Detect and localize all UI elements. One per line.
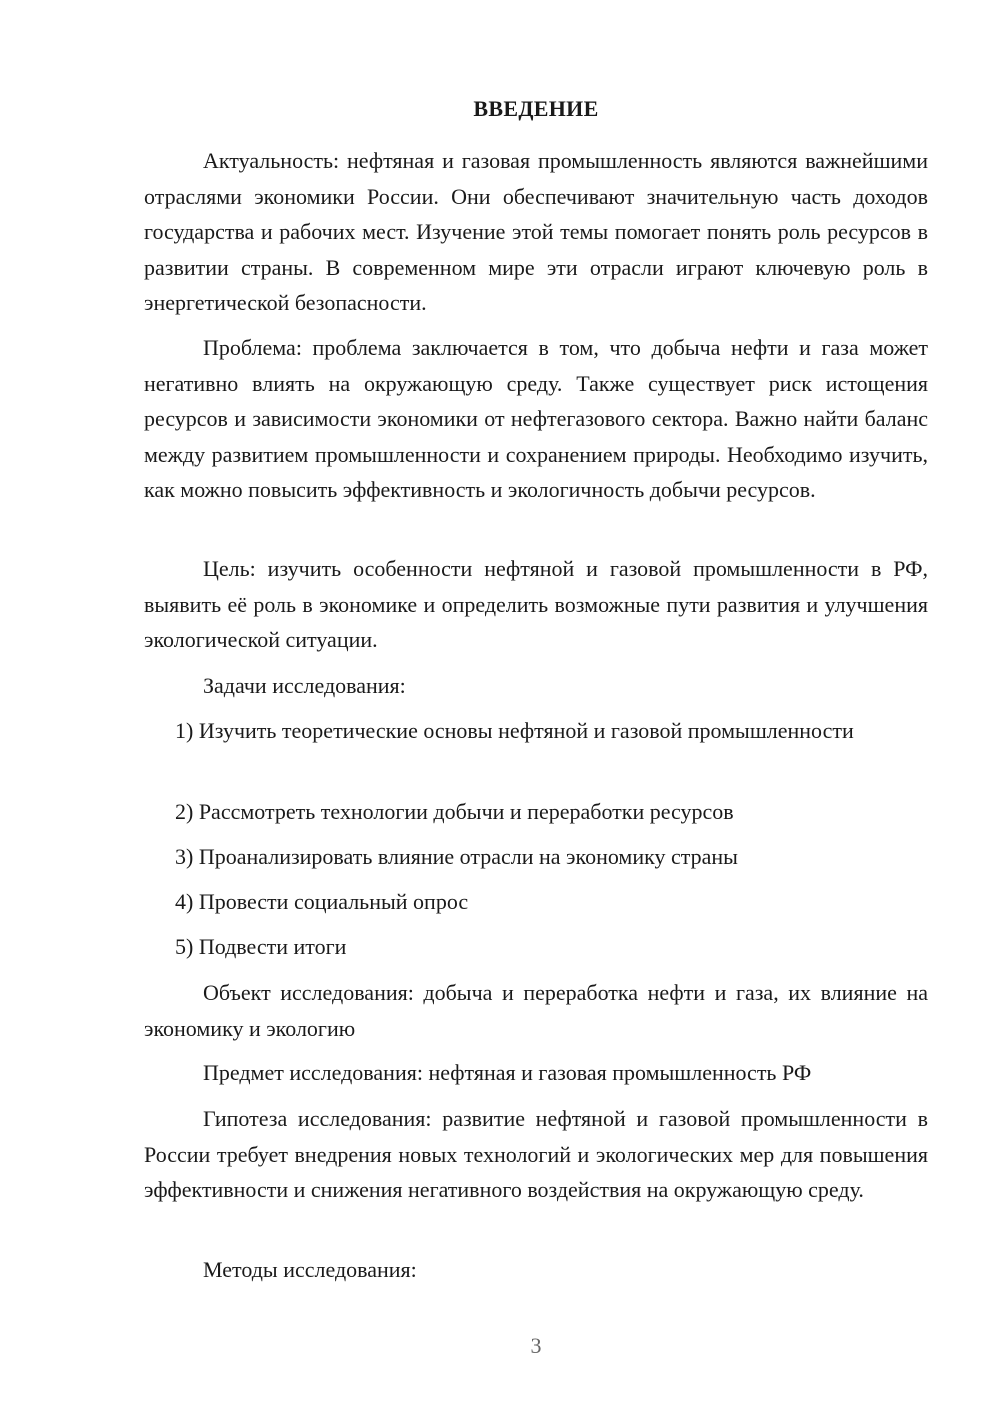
page-number: 3 xyxy=(530,1333,542,1358)
paragraph-goal: Цель: изучить особенности нефтяной и газовой промышленности в РФ, выявить её роль в экономике и определить возможные пути развития и улучшения экологической ситуации. xyxy=(144,556,928,652)
task-item: 3) Проанализировать влияние отрасли на экономику страны xyxy=(175,844,738,869)
paragraph-hypothesis: Гипотеза исследования: развитие нефтяной и газовой промышленности в России требует внедрения новых технологий и экологических мер для повышения эффективности и снижения негативного воздействия на окружающую среду. xyxy=(144,1106,928,1202)
task-item: 1) Изучить теоретические основы нефтяной и газовой промышленности xyxy=(175,718,854,743)
paragraph-relevance: Актуальность: нефтяная и газовая промышленность являются важнейшими отраслями экономики России. Они обеспечивают значительную часть доходов государства и рабочих мест. Изучение этой темы помогает понять роль ресурсов в развитии страны. В современном мире эти отрасли играют ключевую роль в энергетической безопасности. xyxy=(144,148,928,315)
task-item: 2) Рассмотреть технологии добычи и переработки ресурсов xyxy=(175,799,734,824)
task-item: 4) Провести социальный опрос xyxy=(175,889,469,914)
paragraph-object: Объект исследования: добыча и переработка нефти и газа, их влияние на экономику и экологию xyxy=(144,980,928,1041)
paragraph-subject: Предмет исследования: нефтяная и газовая промышленность РФ xyxy=(203,1060,812,1085)
tasks-title: Задачи исследования: xyxy=(203,673,406,698)
paragraph-problem: Проблема: проблема заключается в том, что добыча нефти и газа может негативно влиять на окружающую среду. Также существует риск истощения ресурсов и зависимости экономики от нефтегазового сектора. Важно найти баланс между развитием промышленности и сохранением природы. Необходимо изучить, как можно повысить эффективность и экологичность добычи ресурсов. xyxy=(144,335,928,502)
paragraph-methods: Методы исследования: xyxy=(203,1257,417,1282)
section-heading: ВВЕДЕНИЕ xyxy=(473,96,599,121)
task-item: 5) Подвести итоги xyxy=(175,934,347,959)
